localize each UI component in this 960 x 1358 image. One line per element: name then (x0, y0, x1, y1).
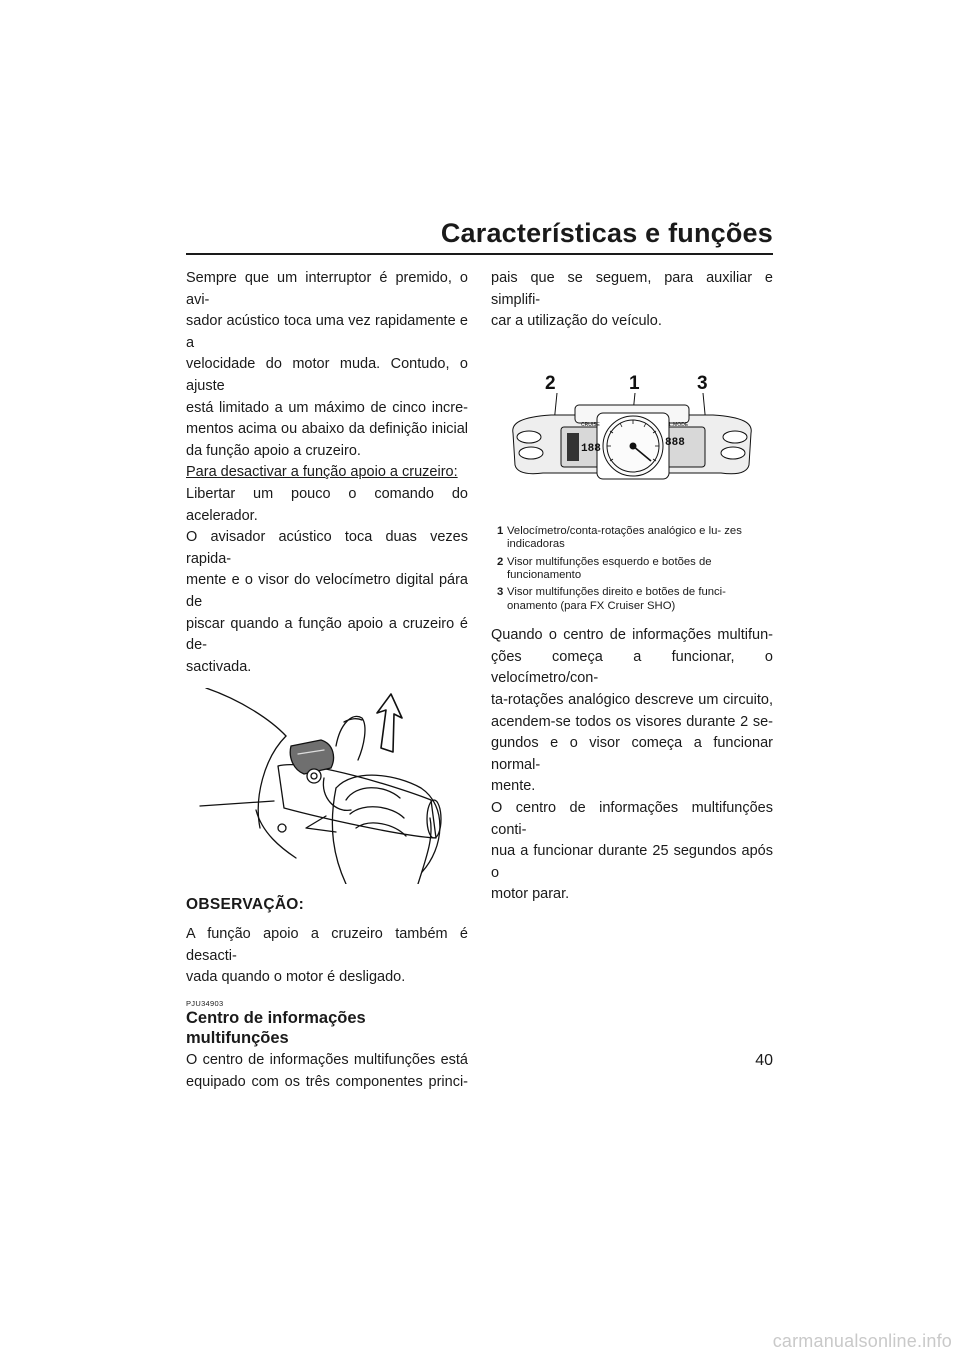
caption-item (497, 586, 773, 613)
paragraph-startup (491, 625, 773, 798)
text-line: O centro de informações multifunções está (186, 1052, 468, 1069)
text-line: acendem-se todos os visores durante 2 se- (491, 713, 773, 730)
text-line: mente e o visor do velocímetro digital pára de (186, 572, 468, 610)
text-line: O centro de informações multifunções conti- (491, 799, 773, 838)
caption-text: Visor multifunções esquerdo e botões de funcionamento (507, 555, 712, 581)
reference-code: PJU34903 (186, 999, 224, 1009)
caption-number: 2 (497, 555, 504, 568)
page-title: Características e funções (440, 218, 773, 248)
text-line: O avisador acústico toca duas vezes rapida- (186, 529, 468, 567)
caption-number: 1 (497, 524, 504, 537)
caption-text: Visor multifunções direito e botões de funci- onamento (para FX Cruiser SHO) (507, 586, 726, 612)
callout-2: 2 (545, 372, 556, 394)
paragraph-intro-continued (491, 268, 773, 333)
text-line: car a utilização do veículo. (491, 313, 662, 330)
text-line: vada quando o motor é desligado. (186, 969, 406, 986)
left-display-digits: 188 (581, 442, 601, 455)
text-line: sador acústico toca uma vez rapidamente e a (186, 313, 468, 351)
right-display-digits: 888 (665, 436, 685, 449)
subheading-deactivate (186, 462, 468, 484)
watermark: carmanualsonline.info (772, 1331, 952, 1351)
paragraph-button-adjust (186, 268, 468, 462)
text-line: Quando o centro de informações multifun- (491, 627, 773, 644)
title-rule (186, 253, 773, 255)
callout-3: 3 (697, 372, 708, 394)
paragraph-deactivate (186, 484, 468, 678)
text-line: Libertar um pouco o comando do acelerador. (186, 485, 468, 524)
text-line: Sempre que um interruptor é premido, o avi- (186, 270, 468, 308)
text-line: da função apoio a cruzeiro. (186, 442, 361, 459)
text-line: gundos e o visor começa a funcionar normal- (491, 735, 773, 773)
caption-text: Velocímetro/conta-rotações analógico e lu- zes indicadoras (507, 524, 742, 551)
throttle-hand-illustration (186, 688, 468, 884)
caption-number: 3 (497, 586, 504, 599)
figure-captions (497, 525, 773, 613)
paragraph-after-stop (491, 798, 773, 906)
callout-1: 1 (629, 372, 640, 394)
section-title: Centro de informações multifunções (186, 1009, 366, 1048)
text-line: pais que se seguem, para auxiliar e simplifi- (491, 270, 773, 308)
paragraph-section-intro (186, 1050, 468, 1093)
left-column (186, 268, 468, 1093)
text-line: está limitado a um máximo de cinco incre- (186, 399, 468, 416)
subheading-text: Para desactivar a função apoio a cruzeiro: (186, 464, 458, 481)
note-title: OBSERVAÇÃO: (186, 896, 305, 914)
text-line: ções começa a funcionar, o velocímetro/con- (491, 648, 773, 687)
text-line: mente. (491, 778, 536, 795)
caption-item (497, 556, 773, 583)
note-text (186, 924, 468, 989)
text-line: piscar quando a função apoio a cruzeiro é de- (186, 615, 468, 654)
page-number: 40 (755, 1052, 773, 1069)
text-line: mentos acima ou abaixo da definição inicial (186, 421, 468, 438)
instrument-panel-diagram (491, 363, 773, 503)
caption-item (497, 525, 773, 552)
text-line: nua a funcionar durante 25 segundos após o (491, 843, 773, 881)
panel-label-cruise: CRUISE (581, 421, 600, 428)
text-line: equipado com os três componentes princi- (186, 1073, 468, 1090)
panel-label-lmode: L.MODE (669, 421, 689, 428)
text-line: ta-rotações analógico descreve um circuito, (491, 692, 773, 708)
right-column (491, 268, 773, 906)
text-line: motor parar. (491, 886, 570, 903)
text-line: sactivada. (186, 658, 252, 675)
text-line: velocidade do motor muda. Contudo, o ajuste (186, 356, 468, 394)
text-line: A função apoio a cruzeiro também é desacti- (186, 926, 468, 964)
